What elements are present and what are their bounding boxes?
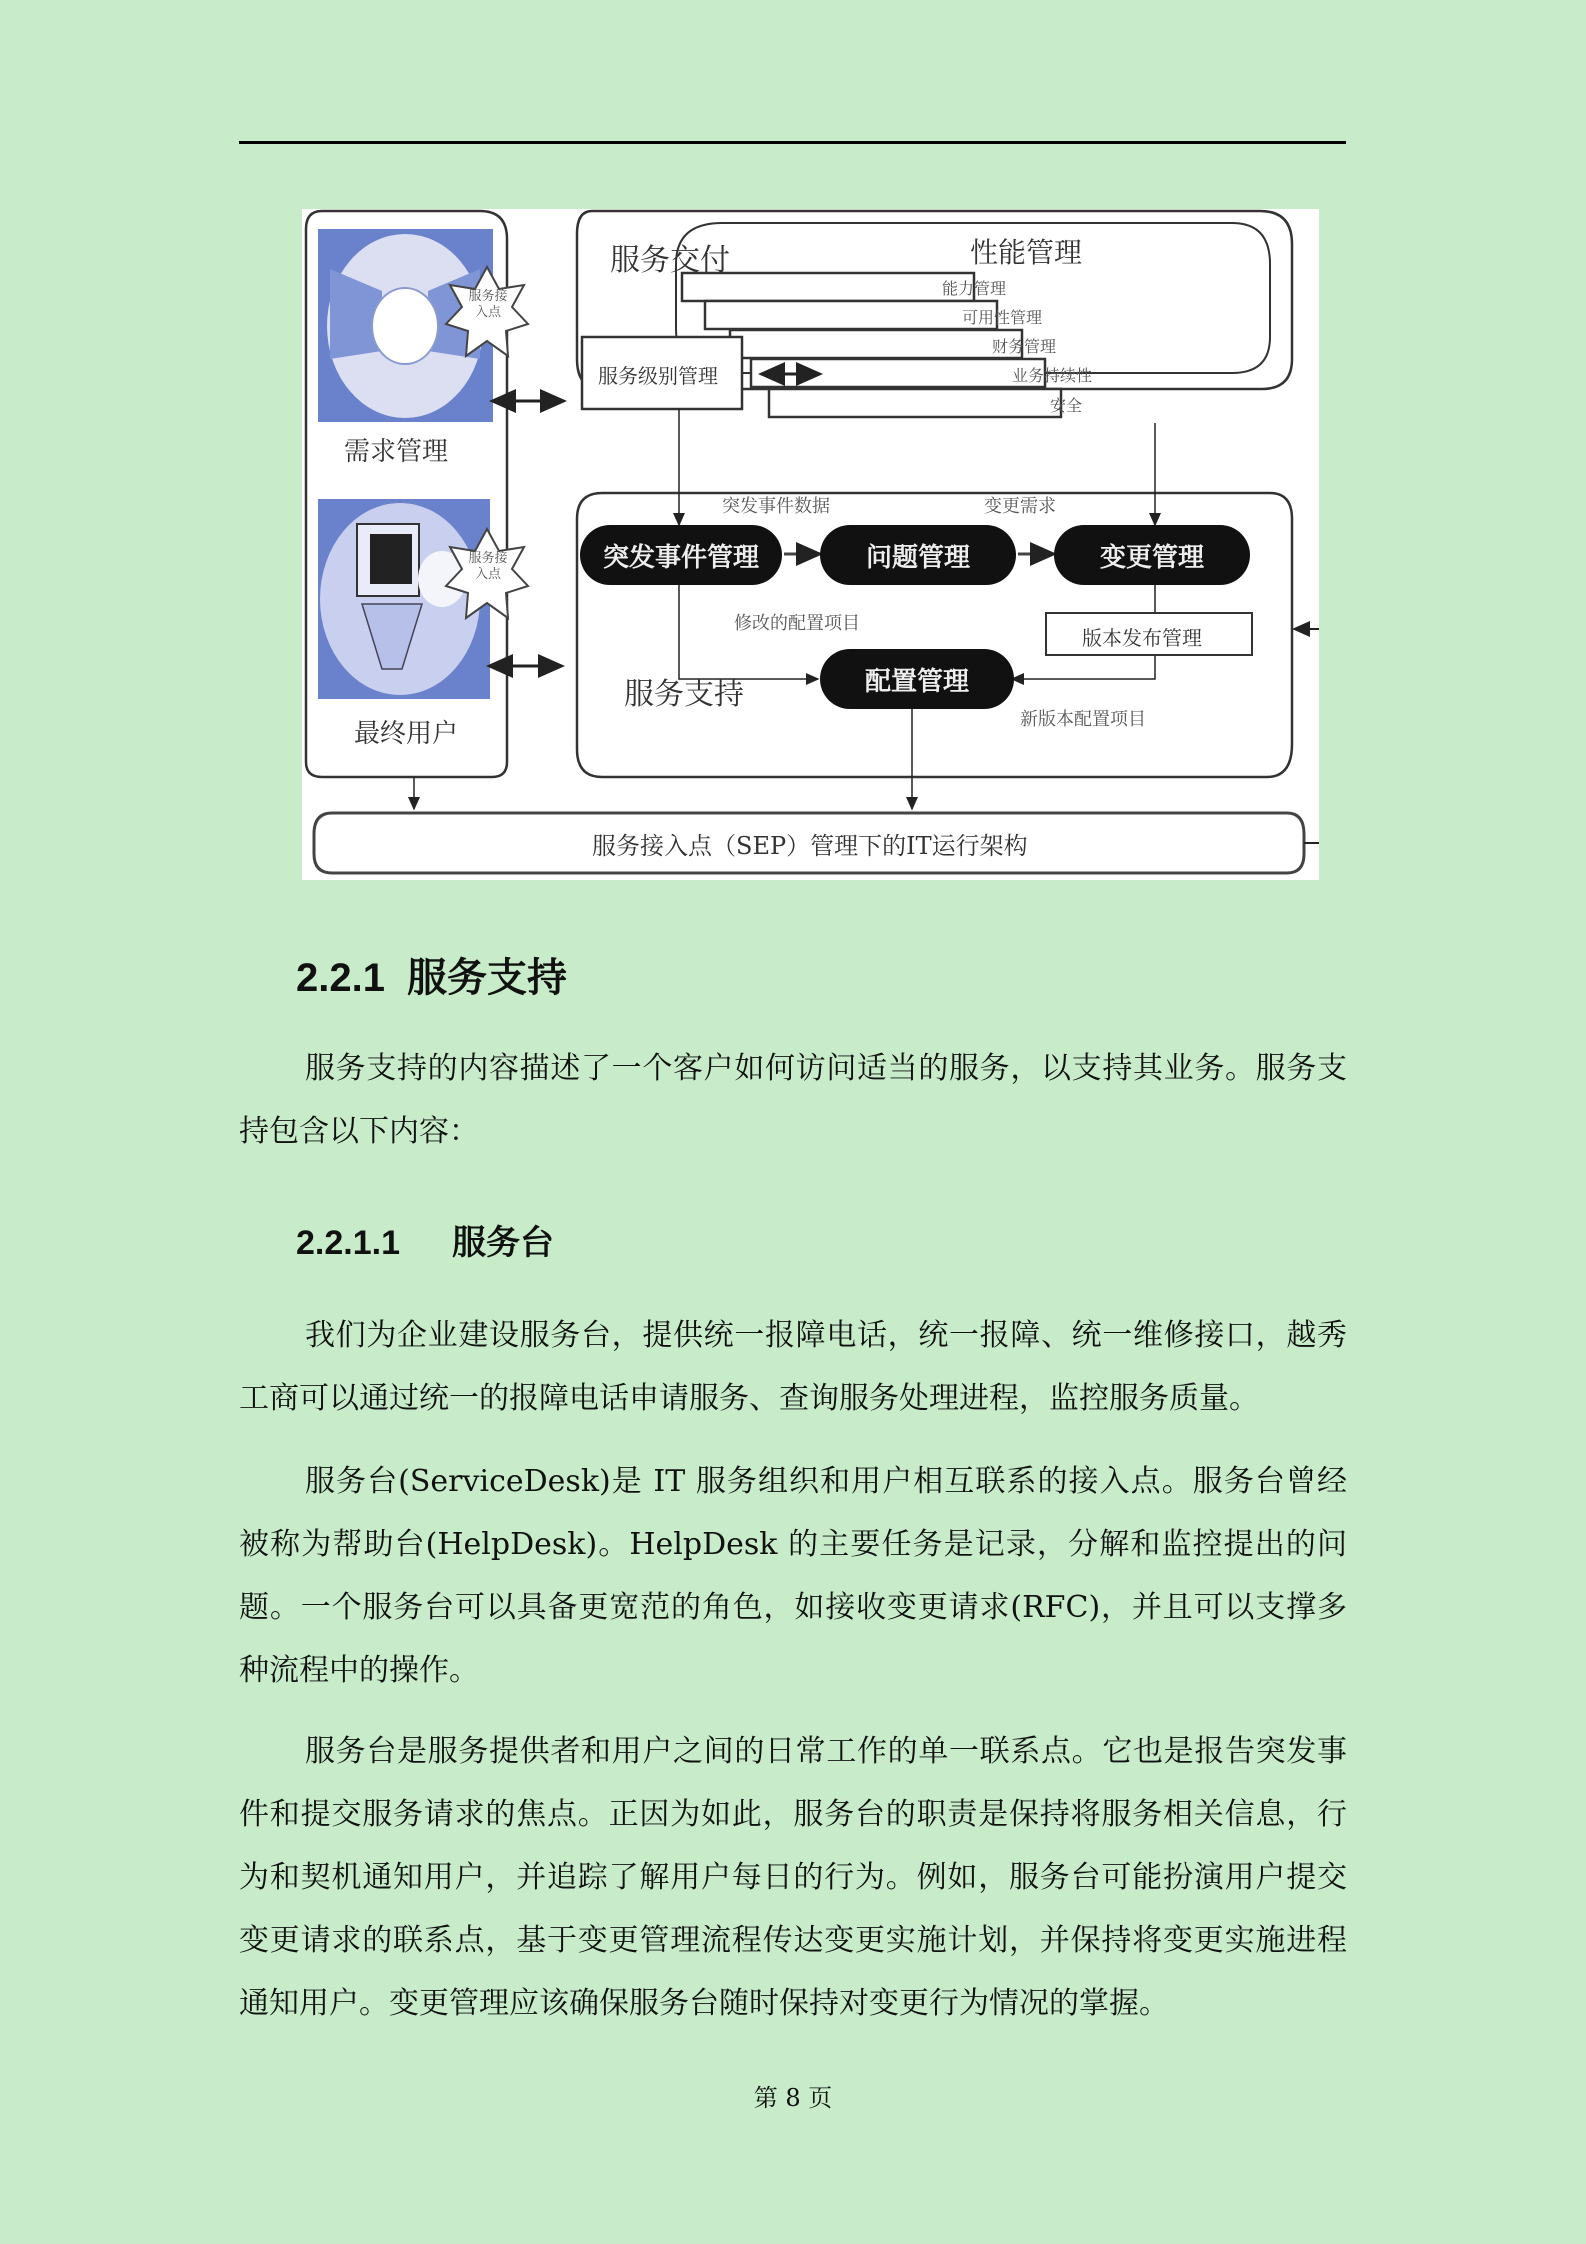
it-operation-architecture-bar: 服务接入点（SEP）管理下的IT运行架构: [592, 832, 1028, 860]
release-management-box: 版本发布管理: [1082, 626, 1202, 650]
perf-item-security: 安全: [1050, 396, 1083, 415]
end-user-label: 最终用户: [354, 719, 459, 749]
modified-ci-label: 修改的配置项目: [734, 613, 860, 634]
paragraph-1: 我们为企业建设服务台，提供统一报障电话，统一报障、统一维修接口，越秀工商可以通过统一的报障电话申请服务、查询服务处理进程，监控服务质量。: [239, 1318, 1347, 1416]
performance-title: 性能管理: [970, 236, 1083, 269]
change-management-node: 变更管理: [1054, 525, 1250, 585]
section-intro-paragraph: 服务支持的内容描述了一个客户如何访问适当的服务，以支持其业务。服务支持包含以下内容：: [239, 1051, 1347, 1149]
section-title: 服务支持: [406, 956, 567, 1000]
service-support-title: 服务支持: [624, 677, 744, 712]
perf-item-capacity: 能力管理: [942, 279, 1007, 298]
paragraph-2: 服务台(ServiceDesk)是 IT 服务组织和用户相互联系的接入点。服务台曾经被称为帮助台(HelpDesk)。HelpDesk 的主要任务是记录，分解和监控提出的问题。一个服务台可以具备更宽范的角色，如接收变更请求(RFC)，并且可以支撑多种流程中的操作。: [239, 1464, 1347, 1688]
perf-item-continuity: 业务持续性: [1012, 366, 1093, 385]
subsection-number: 2.2.1.1: [296, 1224, 400, 1262]
incident-management-node: 突发事件管理: [580, 525, 782, 585]
incident-data-label: 突发事件数据: [722, 496, 830, 517]
demand-management-label: 需求管理: [344, 437, 449, 467]
itsm-diagram: [302, 209, 1319, 880]
slm-box-label: 服务级别管理: [598, 364, 718, 388]
subsection-title: 服务台: [451, 1224, 554, 1262]
subsection-heading: [296, 1215, 554, 1264]
paragraph-3: 服务台是服务提供者和用户之间的日常工作的单一联系点。它也是报告突发事件和提交服务请求的焦点。正因为如此，服务台的职责是保持将服务相关信息，行为和契机通知用户，并追踪了解用户每日的行为。例如，服务台可能扮演用户提交变更请求的联系点，基于变更管理流程传达变更实施计划，并保持将变更实施进程通知用户。变更管理应该确保服务台随时保持对变更行为情况的掌握。: [239, 1734, 1347, 2021]
configuration-management-node: 配置管理: [820, 649, 1014, 709]
new-ci-label: 新版本配置项目: [1020, 709, 1146, 730]
problem-management-node: 问题管理: [820, 525, 1016, 585]
header-rule: [239, 141, 1346, 144]
service-delivery-title: 服务交付: [610, 243, 730, 278]
perf-item-financial: 财务管理: [992, 337, 1057, 356]
access-point-star-top: 服务接入点: [468, 289, 508, 320]
section-number: 2.2.1: [296, 956, 385, 1000]
section-heading: [296, 946, 567, 1003]
change-request-label: 变更需求: [984, 496, 1056, 517]
perf-item-availability: 可用性管理: [962, 308, 1043, 327]
page-number: 第 8 页: [753, 2084, 833, 2112]
access-point-star-bottom: 服务接入点: [468, 551, 508, 582]
